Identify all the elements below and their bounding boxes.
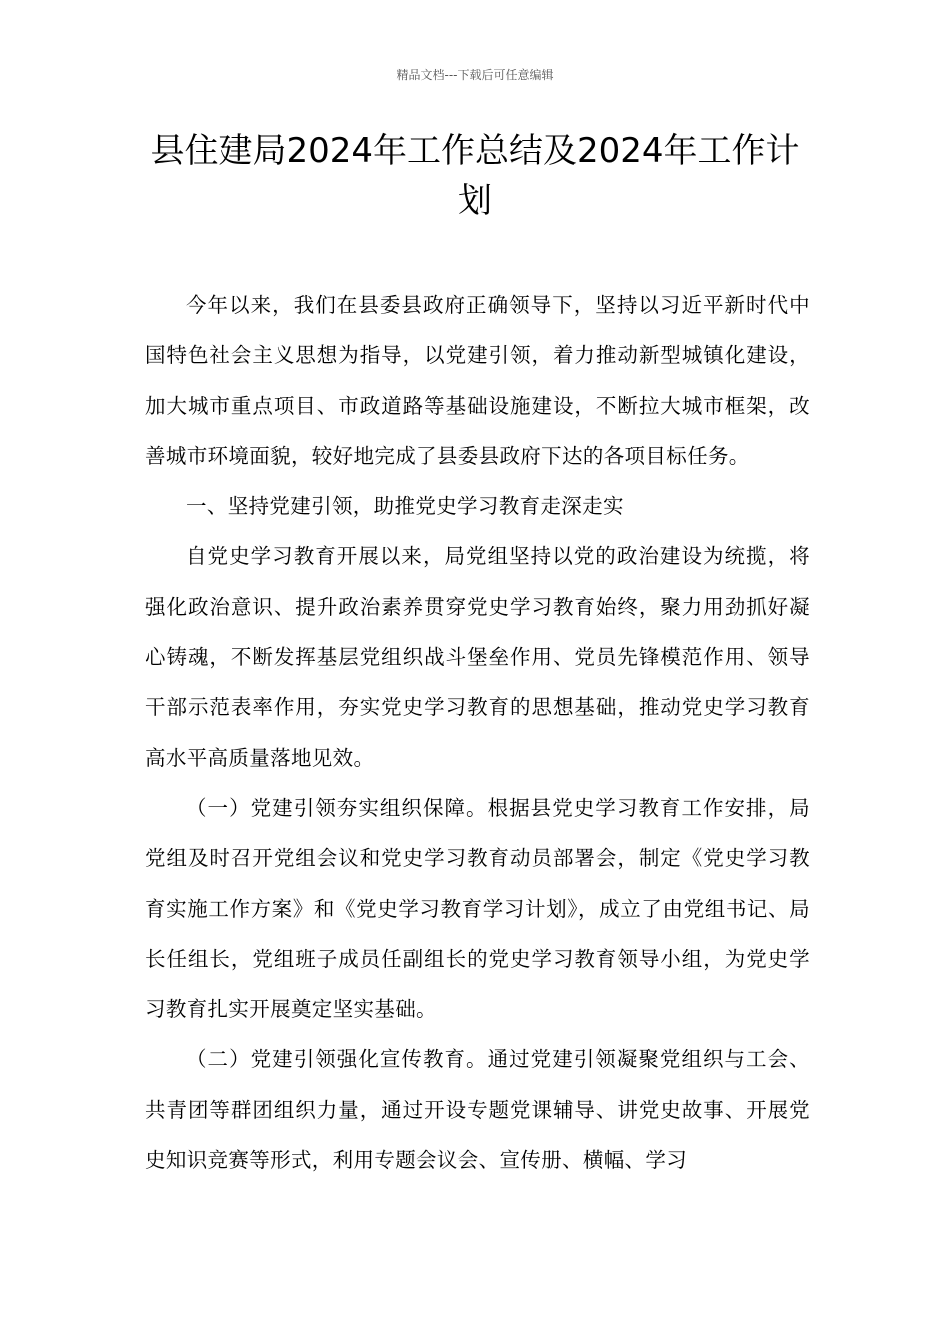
- document-title: 县住建局2024年工作总结及2024年工作计划: [150, 131, 800, 221]
- page-header-watermark: 精品文档---下载后可任意编辑: [396, 68, 554, 82]
- section-heading-1: 一、坚持党建引领，助推党史学习教育走深走实: [186, 494, 624, 519]
- document-body: [145, 280, 810, 1185]
- paragraph-subsection-2: （二）党建引领强化宣传教育。通过党建引领凝聚党组织与工会、共青团等群团组织力量，通过开设专题党课辅导、讲党史故事、开展党史知识竞赛等形式，利用专题会议会、宣传册、横幅、学习: [145, 1047, 810, 1173]
- paragraph-subsection-1: （一）党建引领夯实组织保障。根据县党史学习教育工作安排，局党组及时召开党组会议和党史学习教育动员部署会，制定《党史学习教育实施工作方案》和《党史学习教育学习计划》，成立了由党组书记、局长任组长，党组班子成员任副组长的党史学习教育领导小组，为党史学习教育扎实开展奠定坚实基础。: [145, 795, 810, 1022]
- paragraph-section-1: 自党史学习教育开展以来，局党组坚持以党的政治建设为统揽，将强化政治意识、提升政治素养贯穿党史学习教育始终，聚力用劲抓好凝心铸魂，不断发挥基层党组织战斗堡垒作用、党员先锋模范作用、领导干部示范表率作用，夯实党史学习教育的思想基础，推动党史学习教育高水平高质量落地见效。: [145, 544, 810, 770]
- paragraph-intro: 今年以来，我们在县委县政府正确领导下，坚持以习近平新时代中国特色社会主义思想为指导，以党建引领，着力推动新型城镇化建设，加大城市重点项目、市政道路等基础设施建设，不断拉大城市框架，改善城市环境面貌，较好地完成了县委县政府下达的各项目标任务。: [145, 293, 810, 468]
